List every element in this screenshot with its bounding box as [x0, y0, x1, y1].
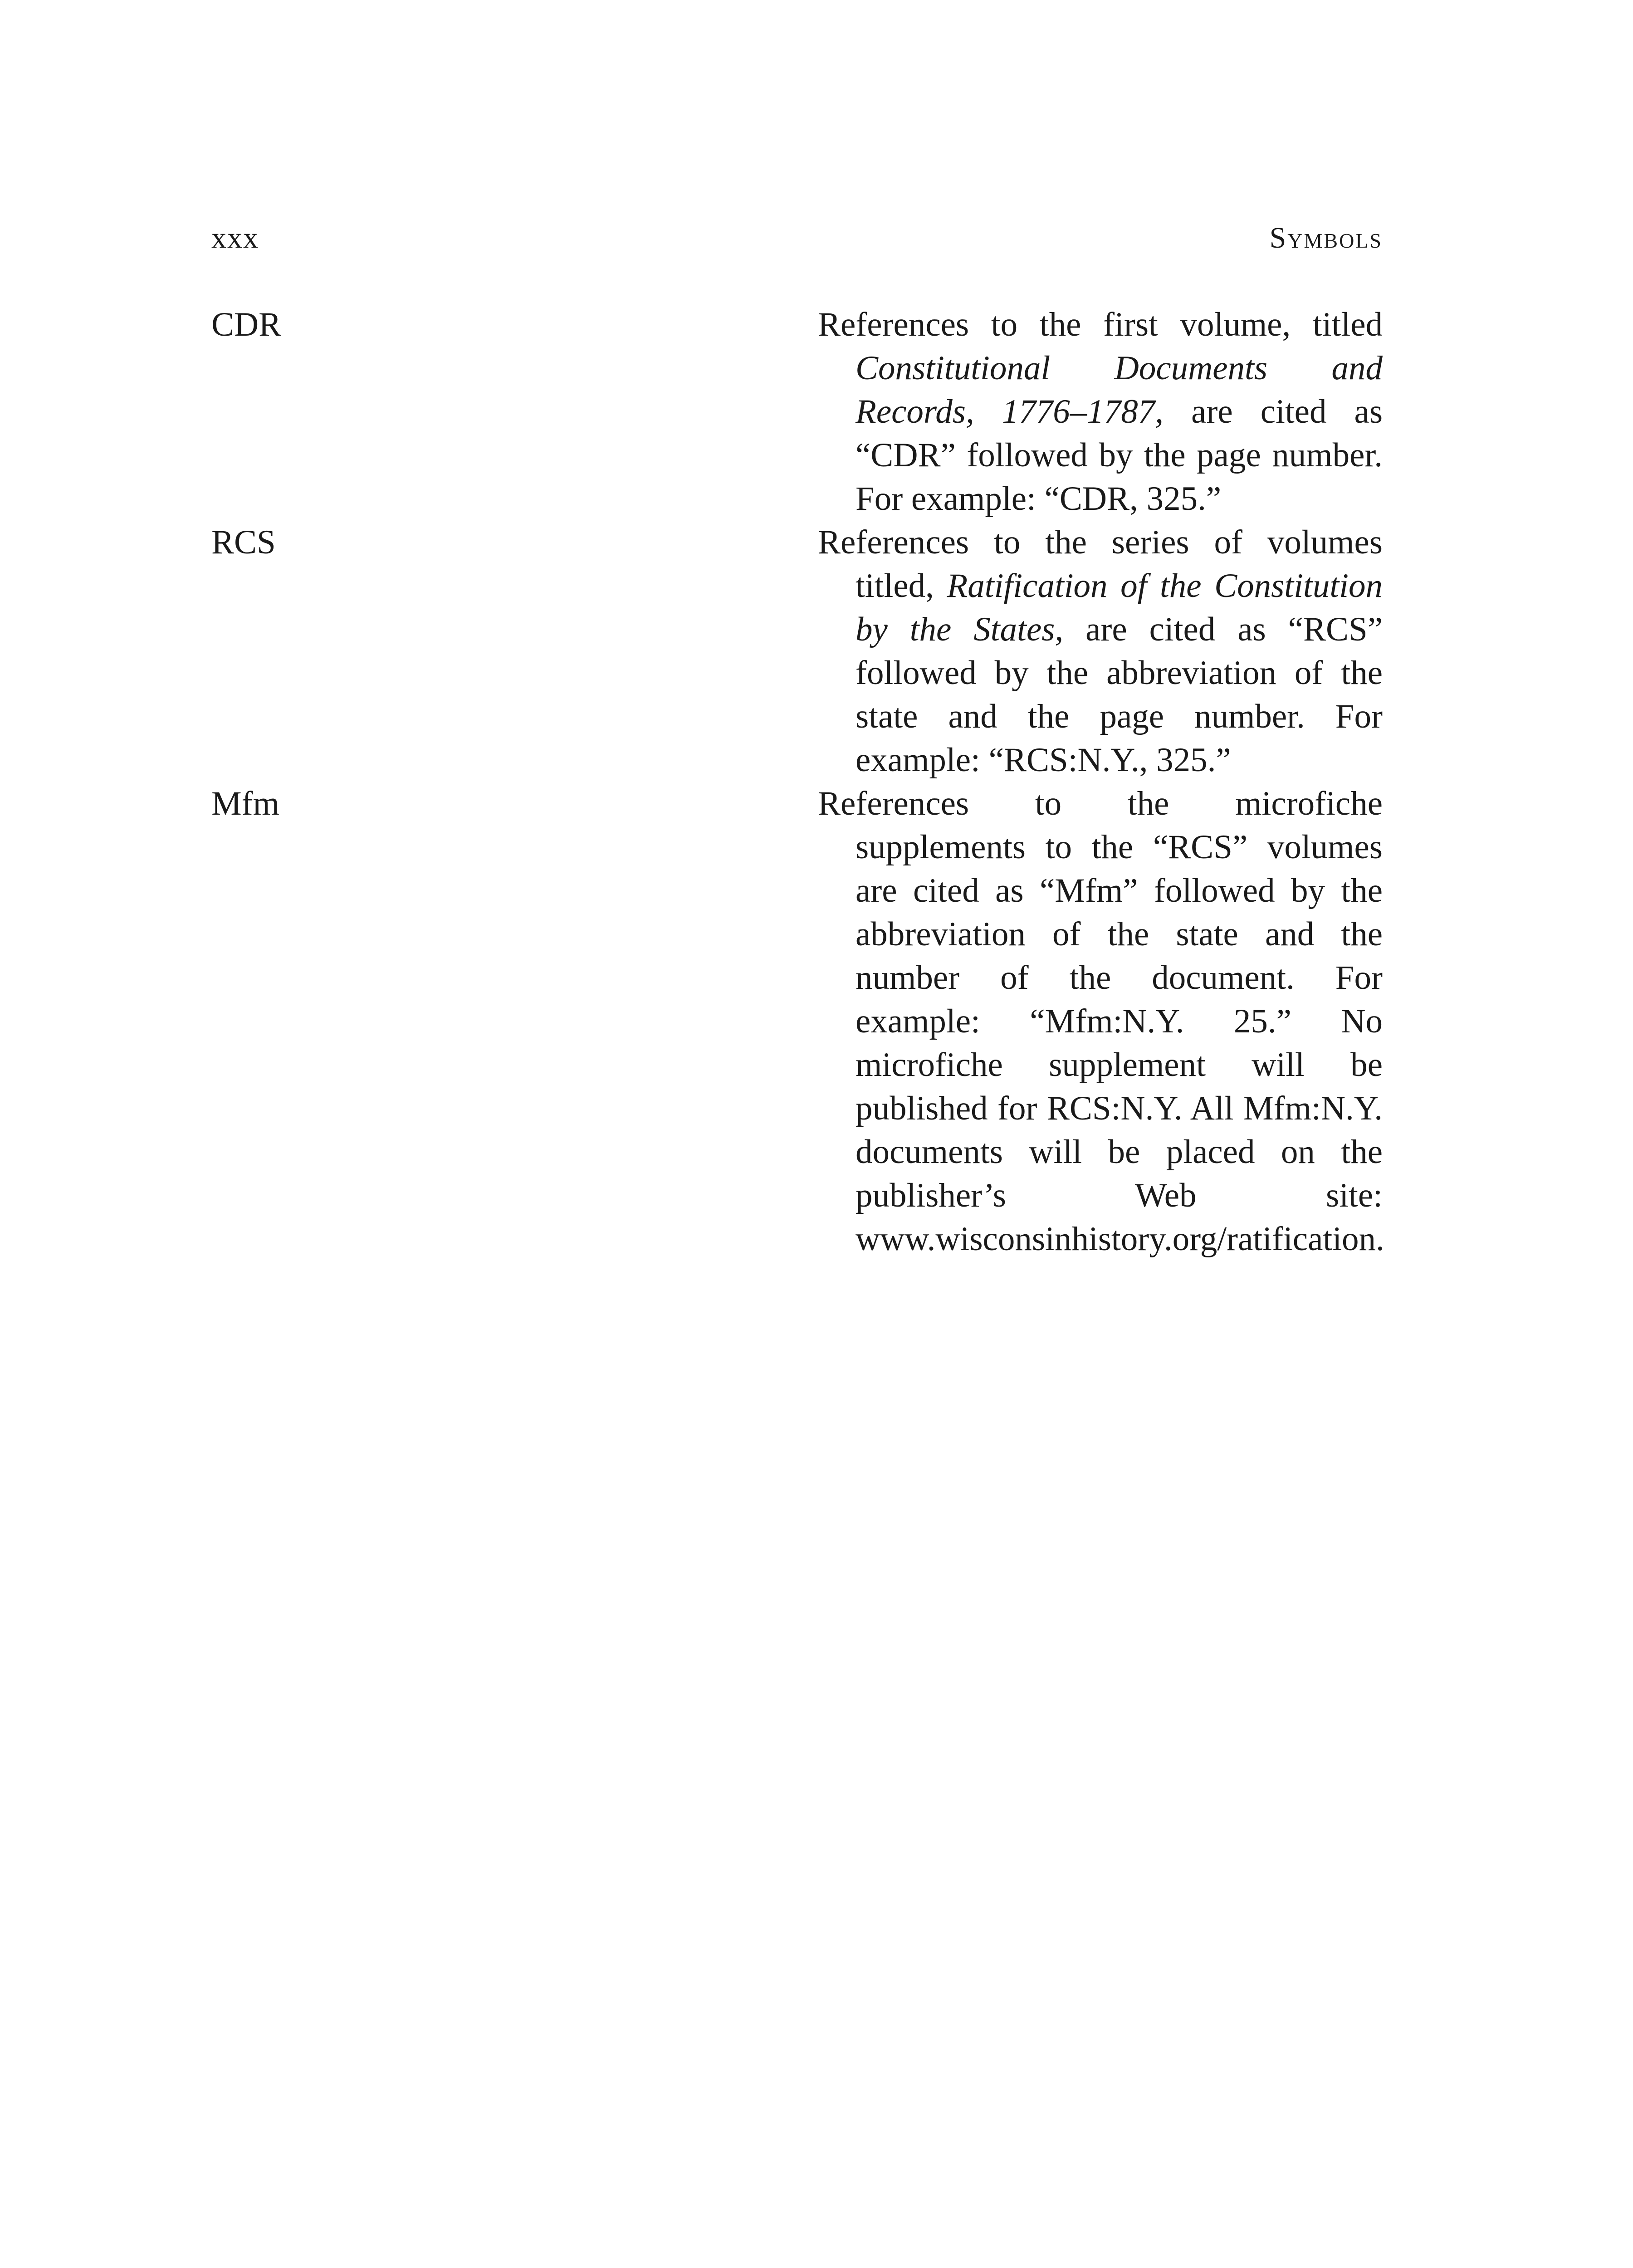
definition-title: Constitutional Documents and Records, 1776–1787,: [856, 349, 1383, 430]
running-head: [211, 218, 1383, 259]
symbol-definition: [818, 303, 1383, 521]
symbol-definition: [818, 521, 1383, 782]
definition-text: are cited as “RCS” followed by the abbreviation of the state and the page number. For example: “RCS:N.Y., 325.”: [856, 611, 1383, 779]
definition-text: References to the microfiche supplements to the “RCS” volumes are cited as “Mfm” followed by the abbreviation of the state and the number of the document. For example: “Mfm:N.Y. 25.” No microfiche supplement will be published for RCS:N.Y. All Mfm:N.Y. documents will be placed on the publisher’s Web site: www.wisconsinhistory.org/ratification.: [818, 785, 1384, 1258]
definition-text: References to the series of volumes titled,: [818, 523, 1383, 605]
symbol-entry-mfm: [211, 782, 1383, 1261]
section-title: Symbols: [1269, 221, 1383, 254]
definition-text: are cited as “CDR” followed by the page number. For example: “CDR, 325.”: [856, 393, 1383, 518]
symbol-entry-cdr: [211, 303, 1383, 521]
symbol-abbreviation: RCS: [211, 523, 276, 561]
page-number: xxx: [211, 221, 259, 254]
definition-title: Ratification of the Constitution by the States,: [856, 567, 1383, 648]
symbol-abbreviation: CDR: [211, 306, 282, 343]
symbols-list: [211, 303, 1383, 1261]
definition-text: References to the first volume, titled: [818, 306, 1383, 343]
symbol-entry-rcs: [211, 521, 1383, 782]
symbol-definition: [818, 782, 1383, 1261]
symbol-abbreviation: Mfm: [211, 785, 279, 822]
